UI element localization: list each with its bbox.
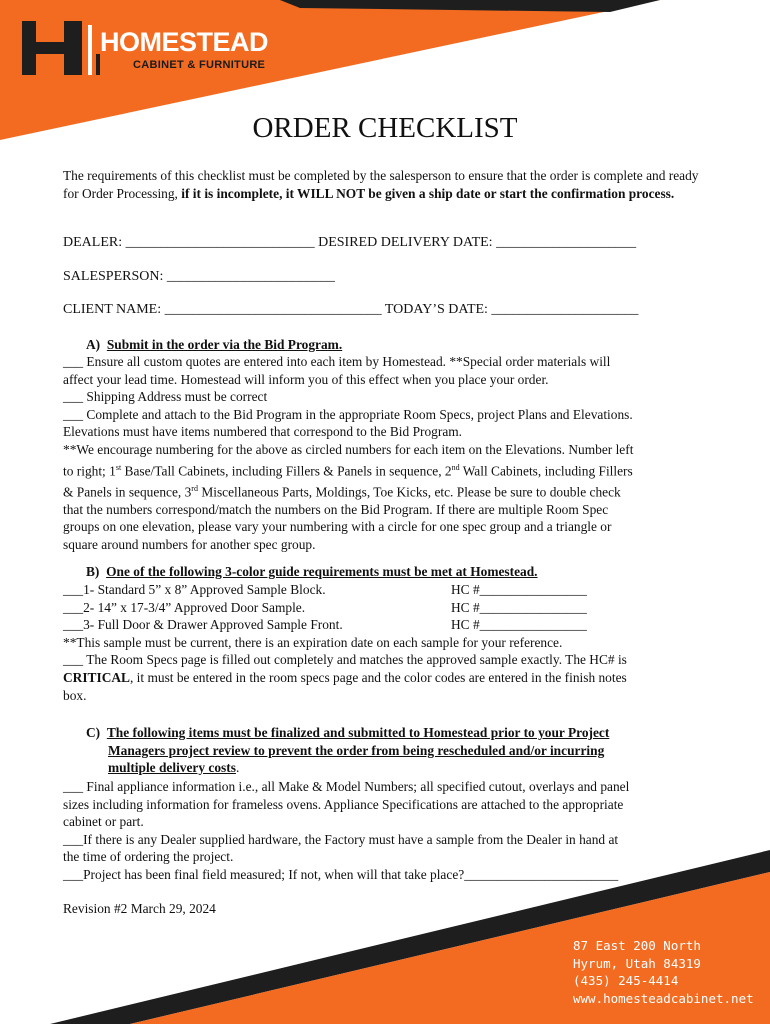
section-a-line: Elevations must have items numbered that correspond to the Bid Program. bbox=[63, 424, 463, 440]
section-b-heading bbox=[86, 563, 538, 581]
sample-text: ___1- Standard 5” x 8” Approved Sample Block. bbox=[63, 582, 326, 597]
section-c-heading bbox=[86, 724, 706, 777]
section-c-title: The following items must be finalized and submitted to Homestead prior to your Project bbox=[106, 725, 610, 740]
section-c-title: Managers project review to prevent the order from being rescheduled and/or incurring bbox=[108, 742, 605, 758]
section-a-line: that the numbers correspond/match the numbers on the Bid Program. If there are multiple Room Spec bbox=[63, 501, 609, 517]
section-c-line: the time of ordering the project. bbox=[63, 849, 234, 865]
section-a-line: ___ Ensure all custom quotes are entered into each item by Homestead. **Special order materials will bbox=[63, 354, 611, 369]
intro-paragraph bbox=[63, 167, 713, 202]
section-a-heading bbox=[86, 336, 342, 354]
section-c-line: ___ Final appliance information i.e., all Make & Model Numbers; all specified cutout, overlays and panel bbox=[63, 779, 630, 794]
footer-phone: (435) 245-4414 bbox=[573, 973, 679, 988]
section-a-prefix: A) bbox=[86, 337, 101, 352]
sample-row bbox=[63, 616, 713, 634]
section-c-period: . bbox=[235, 760, 240, 776]
section-c-heading-line bbox=[86, 742, 706, 760]
section-a-line: affect your lead time. Homestead will inform you of this effect when you place your order. bbox=[63, 371, 549, 387]
hc-field[interactable]: HC #________________ bbox=[451, 582, 587, 597]
intro-warning: if it is incomplete, it WILL NOT be given a ship date or start the confirmation process. bbox=[181, 185, 675, 201]
footer-website-link[interactable]: www.homesteadcabinet.net bbox=[573, 990, 754, 1006]
footer-address-line-2: Hyrum, Utah 84319 bbox=[573, 955, 701, 971]
section-a-line: ___ Complete and attach to the Bid Program in the appropriate Room Specs, project Plans and Elevations. bbox=[63, 406, 633, 422]
salesperson-field[interactable]: SALESPERSON: ________________________ bbox=[63, 269, 335, 284]
section-c-line: sizes including information for frameless ovens. Appliance Specifications are attached to the appropriate bbox=[63, 796, 624, 812]
revision-note: Revision #2 March 29, 2024 bbox=[63, 901, 216, 916]
section-c-heading-line bbox=[86, 724, 706, 742]
brand-tagline: CABINET & FURNITURE bbox=[133, 59, 266, 71]
room-specs-line: box. bbox=[63, 687, 87, 703]
section-b-prefix: B) bbox=[86, 564, 100, 579]
hc-field[interactable]: HC #________________ bbox=[451, 599, 587, 615]
room-specs-line bbox=[63, 669, 713, 687]
section-a-line: & Panels in sequence, 3rd Miscellaneous Parts, Moldings, Toe Kicks, etc. Please be sure to double check bbox=[63, 483, 621, 500]
section-a-line: **We encourage numbering for the above as circled numbers for each item on the Elevations. Number left bbox=[63, 441, 634, 457]
dealer-field[interactable]: DEALER: ___________________________ DESIRED DELIVERY DATE: ____________________ bbox=[63, 235, 637, 250]
room-specs-text: , it must be entered in the room specs page and the color codes are entered in the finish notes bbox=[129, 669, 627, 685]
sample-text: ___3- Full Door & Drawer Approved Sample Front. bbox=[63, 617, 343, 633]
client-name-field[interactable]: CLIENT NAME: _______________________________ TODAY’S DATE: _____________________ bbox=[63, 302, 639, 317]
footer-address-line-1: 87 East 200 North bbox=[573, 938, 701, 953]
section-a-body bbox=[63, 353, 713, 553]
room-specs-line: ___ The Room Specs page is filled out completely and matches the approved sample exactly. The HC# is bbox=[63, 652, 627, 668]
page-title: ORDER CHECKLIST bbox=[252, 112, 518, 144]
section-a-line: to right; 1st Base/Tall Cabinets, including Fillers & Panels in sequence, 2nd Wall Cabinets, including Fillers bbox=[63, 462, 633, 479]
sample-row bbox=[63, 599, 713, 617]
section-a-line: square around numbers for another spec group. bbox=[63, 536, 316, 552]
section-c-prefix: C) bbox=[86, 725, 101, 740]
section-b-title: One of the following 3-color guide requirements must be met at Homestead. bbox=[106, 564, 538, 579]
sample-text: ___2- 14” x 17-3/4” Approved Door Sample. bbox=[63, 599, 306, 615]
section-c-line[interactable]: ___Project has been final field measured; If not, when will that take place?_______________________ bbox=[63, 866, 619, 882]
section-a-line: groups on one elevation, please vary your numbering with a circle for one spec group and a triangle or bbox=[63, 519, 612, 535]
sample-row bbox=[63, 581, 713, 599]
section-c-line: cabinet or part. bbox=[63, 814, 144, 830]
section-a-title: Submit in the order via the Bid Program. bbox=[106, 337, 343, 352]
section-b-body bbox=[63, 581, 713, 704]
sample-note: **This sample must be current, there is an expiration date on each sample for your reference. bbox=[63, 634, 563, 650]
section-c-title: multiple delivery costs bbox=[108, 760, 236, 776]
section-a-line: ___ Shipping Address must be correct bbox=[63, 389, 268, 405]
section-c-heading-line bbox=[86, 759, 706, 777]
hc-field[interactable]: HC #________________ bbox=[451, 617, 587, 633]
section-c-line: ___If there is any Dealer supplied hardware, the Factory must have a sample from the Dealer in hand at bbox=[63, 831, 619, 847]
brand-name: HOMESTEAD bbox=[100, 27, 269, 57]
section-c-body bbox=[63, 778, 713, 884]
intro-text: The requirements of this checklist must be completed by the salesperson to ensure that the order is complete and ready for Order Processing, bbox=[63, 168, 699, 201]
footer-contact bbox=[573, 937, 754, 1007]
critical-text: CRITICAL bbox=[63, 669, 130, 685]
